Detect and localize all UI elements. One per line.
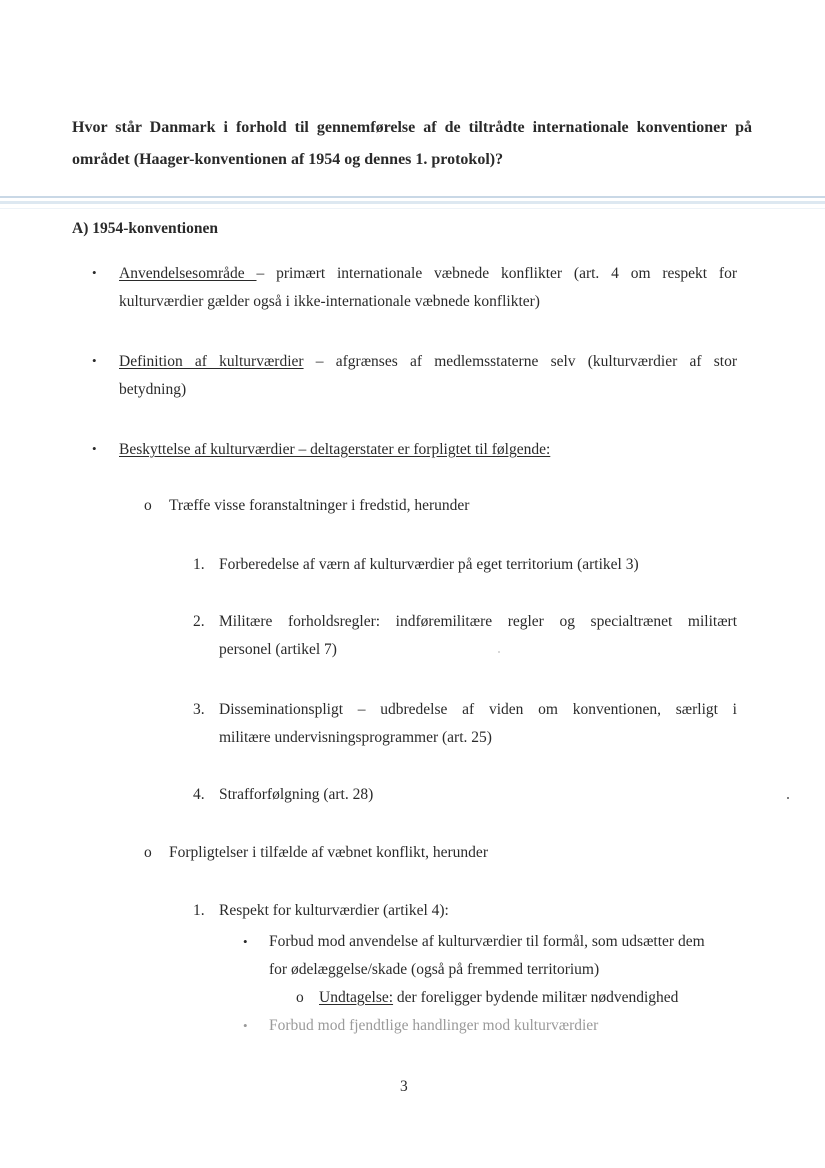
prohibition-use-line2: for ødelæggelse/skade (også på fremmed territorium): [269, 961, 600, 978]
page-heading: Hvor står Danmark i forhold til gennemførelse af de tiltrådte internationale konventioner på området (Haager-konventionen af 1954 og dennes 1. protokol)?: [72, 119, 752, 168]
list-item-text: Respekt for kulturværdier (artikel 4):: [219, 902, 449, 919]
list-item-text: Disseminationspligt – udbredelse af viden om konventionen, særligt i: [219, 701, 737, 718]
list-item-text: militære undervisningsprogrammer (art. 25): [219, 729, 492, 746]
definition-label: Definition af kulturværdier: [119, 353, 304, 370]
divider-line: [0, 196, 825, 198]
page-number: 3: [400, 1078, 408, 1095]
section-title: A) 1954-konventionen: [72, 220, 218, 237]
bullet-definition-line1: Definition af kulturværdier – afgrænses af medlemsstaterne selv (kulturværdier af stor: [119, 353, 737, 370]
bullet-marker: •: [243, 934, 248, 949]
sub-bullet-marker: o: [144, 844, 152, 861]
list-number: 1.: [193, 556, 205, 573]
list-number: 2.: [193, 613, 205, 630]
bullet-definition-line2: betydning): [119, 381, 187, 398]
divider-line-shadow: [0, 201, 825, 204]
peacetime-measures: Træffe visse foranstaltninger i fredstid, herunder: [169, 497, 470, 514]
prohibition-hostile-acts: Forbud mod fjendtlige handlinger mod kulturværdier: [269, 1017, 599, 1034]
divider-line-shadow: [0, 208, 825, 209]
bullet-marker: •: [92, 441, 97, 456]
scan-speck: [787, 797, 789, 799]
bullet-marker: •: [92, 265, 97, 280]
sub-bullet-marker: o: [144, 497, 152, 514]
exception-line: Undtagelse: der foreligger bydende militær nødvendighed: [319, 989, 679, 1006]
list-number: 1.: [193, 902, 205, 919]
bullet-marker: •: [243, 1018, 248, 1033]
scan-speck: [498, 651, 500, 653]
list-item-text: Forberedelse af værn af kulturværdier på eget territorium (artikel 3): [219, 556, 639, 573]
sub-bullet-marker: o: [296, 989, 304, 1006]
list-number: 4.: [193, 786, 205, 803]
protection-label: Beskyttelse af kulturværdier – deltagerstater er forpligtet til følgende:: [119, 441, 551, 458]
bullet-scope-line1: Anvendelsesområde – primært internationale væbnede konflikter (art. 4 om respekt for: [119, 265, 737, 282]
list-item-text: Strafforfølgning (art. 28): [219, 786, 374, 803]
list-item-text: Militære forholdsregler: indføremilitære regler og specialtrænet militært: [219, 613, 737, 630]
list-item-text: personel (artikel 7): [219, 641, 337, 658]
bullet-scope-line2: kulturværdier gælder også i ikke-internationale væbnede konflikter): [119, 293, 540, 310]
bullet-marker: •: [92, 353, 97, 368]
conflict-obligations: Forpligtelser i tilfælde af væbnet konflikt, herunder: [169, 844, 488, 861]
list-number: 3.: [193, 701, 205, 718]
scope-label: Anvendelsesområde: [119, 265, 257, 282]
prohibition-use-line1: Forbud mod anvendelse af kulturværdier til formål, som udsætter dem: [269, 933, 705, 950]
exception-label: Undtagelse:: [319, 989, 394, 1006]
